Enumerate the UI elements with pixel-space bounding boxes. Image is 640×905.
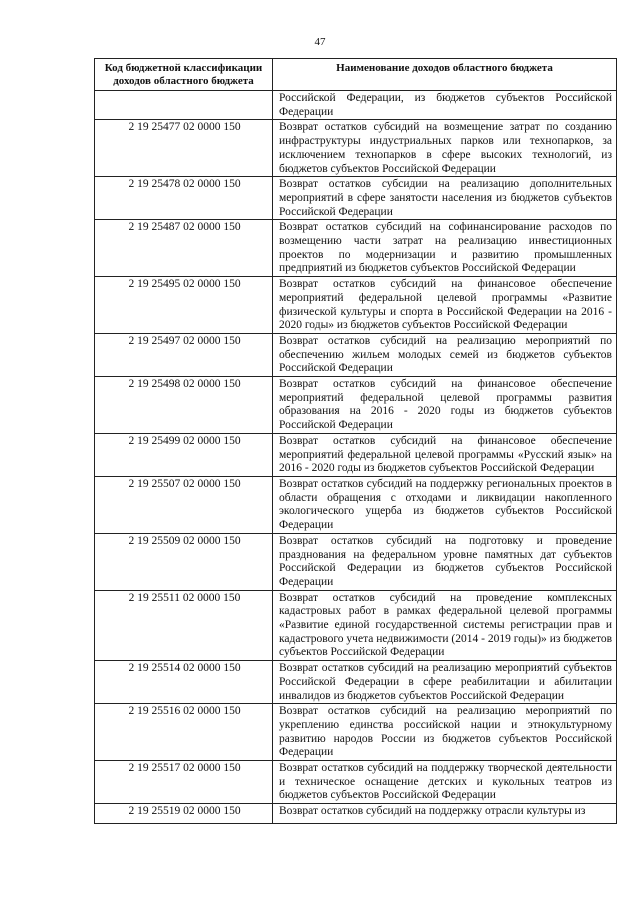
table-row (95, 590, 617, 661)
revenue-name-cell: Возврат остатков субсидий на поддержку региональных проектов в области обращения с отходами и ликвидации накопленного экологического ущерба из бюджетов субъектов Российской Федерации (273, 476, 617, 533)
table-row (95, 277, 617, 334)
budget-code-cell: 2 19 25516 02 0000 150 (95, 704, 273, 761)
revenue-name-cell: Возврат остатков субсидий на реализацию мероприятий субъектов Российской Федерации в сфере реабилитации и абилитации инвалидов из бюджетов субъектов Российской Федерации (273, 661, 617, 704)
budget-code-cell: 2 19 25487 02 0000 150 (95, 220, 273, 277)
revenue-name-cell: Возврат остатков субсидий на финансовое обеспечение мероприятий федеральной целевой программы развития образования на 2016 - 2020 годы из бюджетов субъектов Российской Федерации (273, 377, 617, 434)
table-row (95, 761, 617, 804)
budget-code-cell: 2 19 25507 02 0000 150 (95, 476, 273, 533)
budget-code-cell: 2 19 25497 02 0000 150 (95, 333, 273, 376)
budget-code-cell (95, 91, 273, 120)
budget-code-cell: 2 19 25519 02 0000 150 (95, 804, 273, 824)
revenue-name-cell: Возврат остатков субсидий на финансовое обеспечение мероприятий федеральной целевой программы «Развитие физической культуры и спорта в Российской Федерации на 2016 - 2020 годы» из бюджетов субъектов Российской Федерации (273, 277, 617, 334)
page-number: 47 (314, 36, 326, 48)
revenue-name-cell: Возврат остатков субсидий на поддержку творческой деятельности и техническое оснащение детских и кукольных театров из бюджетов субъектов Российской Федерации (273, 761, 617, 804)
revenue-name-cell: Возврат остатков субсидий на реализацию мероприятий по обеспечению жильем молодых семей из бюджетов субъектов Российской Федерации (273, 333, 617, 376)
table-row (95, 220, 617, 277)
revenue-name-cell: Возврат остатков субсидий на финансовое обеспечение мероприятий федеральной целевой программы «Русский язык» на 2016 - 2020 годы из бюджетов субъектов Российской Федерации (273, 433, 617, 476)
table-row (95, 804, 617, 824)
budget-code-cell: 2 19 25495 02 0000 150 (95, 277, 273, 334)
budget-code-cell: 2 19 25509 02 0000 150 (95, 533, 273, 590)
table-row (95, 661, 617, 704)
revenue-name-cell: Возврат остатков субсидий на проведение комплексных кадастровых работ в рамках федеральной целевой программы «Развитие единой государственной системы регистрации прав и кадастрового учета недвижимости (2014 - 2019 годы)» из бюджетов субъектов Российской Федерации (273, 590, 617, 661)
budget-code-cell: 2 19 25514 02 0000 150 (95, 661, 273, 704)
table-header-row (95, 59, 617, 91)
revenue-name-cell: Возврат остатков субсидии на реализацию дополнительных мероприятий в сфере занятости населения из бюджетов субъектов Российской Федерации (273, 177, 617, 220)
revenue-name-cell: Возврат остатков субсидий на реализацию мероприятий по укреплению единства российской нации и этнокультурному развитию народов России из бюджетов субъектов Российской Федерации (273, 704, 617, 761)
table-row (95, 177, 617, 220)
budget-code-cell: 2 19 25499 02 0000 150 (95, 433, 273, 476)
table-body (95, 91, 617, 824)
table-row (95, 476, 617, 533)
budget-classification-table (94, 58, 617, 824)
table-row (95, 704, 617, 761)
budget-code-cell: 2 19 25517 02 0000 150 (95, 761, 273, 804)
budget-code-cell: 2 19 25498 02 0000 150 (95, 377, 273, 434)
table-row (95, 533, 617, 590)
revenue-name-cell: Возврат остатков субсидий на возмещение затрат по созданию инфраструктуры индустриальных парков или технопарков, за исключением технопарков в сфере высоких технологий, из бюджетов субъектов Российской Федерации (273, 120, 617, 177)
table-row (95, 433, 617, 476)
header-name: Наименование доходов областного бюджета (273, 59, 617, 91)
table-row (95, 91, 617, 120)
table-row (95, 120, 617, 177)
revenue-name-cell: Возврат остатков субсидий на поддержку отрасли культуры из (273, 804, 617, 824)
header-code: Код бюджетной классификации доходов областного бюджета (95, 59, 273, 91)
budget-code-cell: 2 19 25477 02 0000 150 (95, 120, 273, 177)
table-row (95, 377, 617, 434)
revenue-name-cell: Возврат остатков субсидий на софинансирование расходов по возмещению части затрат на реализацию инвестиционных проектов по модернизации и развитию промышленных предприятий из бюджетов субъектов Российской Федерации (273, 220, 617, 277)
budget-code-cell: 2 19 25511 02 0000 150 (95, 590, 273, 661)
table-row (95, 333, 617, 376)
revenue-name-cell: Российской Федерации, из бюджетов субъектов Российской Федерации (273, 91, 617, 120)
budget-code-cell: 2 19 25478 02 0000 150 (95, 177, 273, 220)
revenue-name-cell: Возврат остатков субсидий на подготовку и проведение празднования на федеральном уровне памятных дат субъектов Российской Федерации из бюджетов субъектов Российской Федерации (273, 533, 617, 590)
